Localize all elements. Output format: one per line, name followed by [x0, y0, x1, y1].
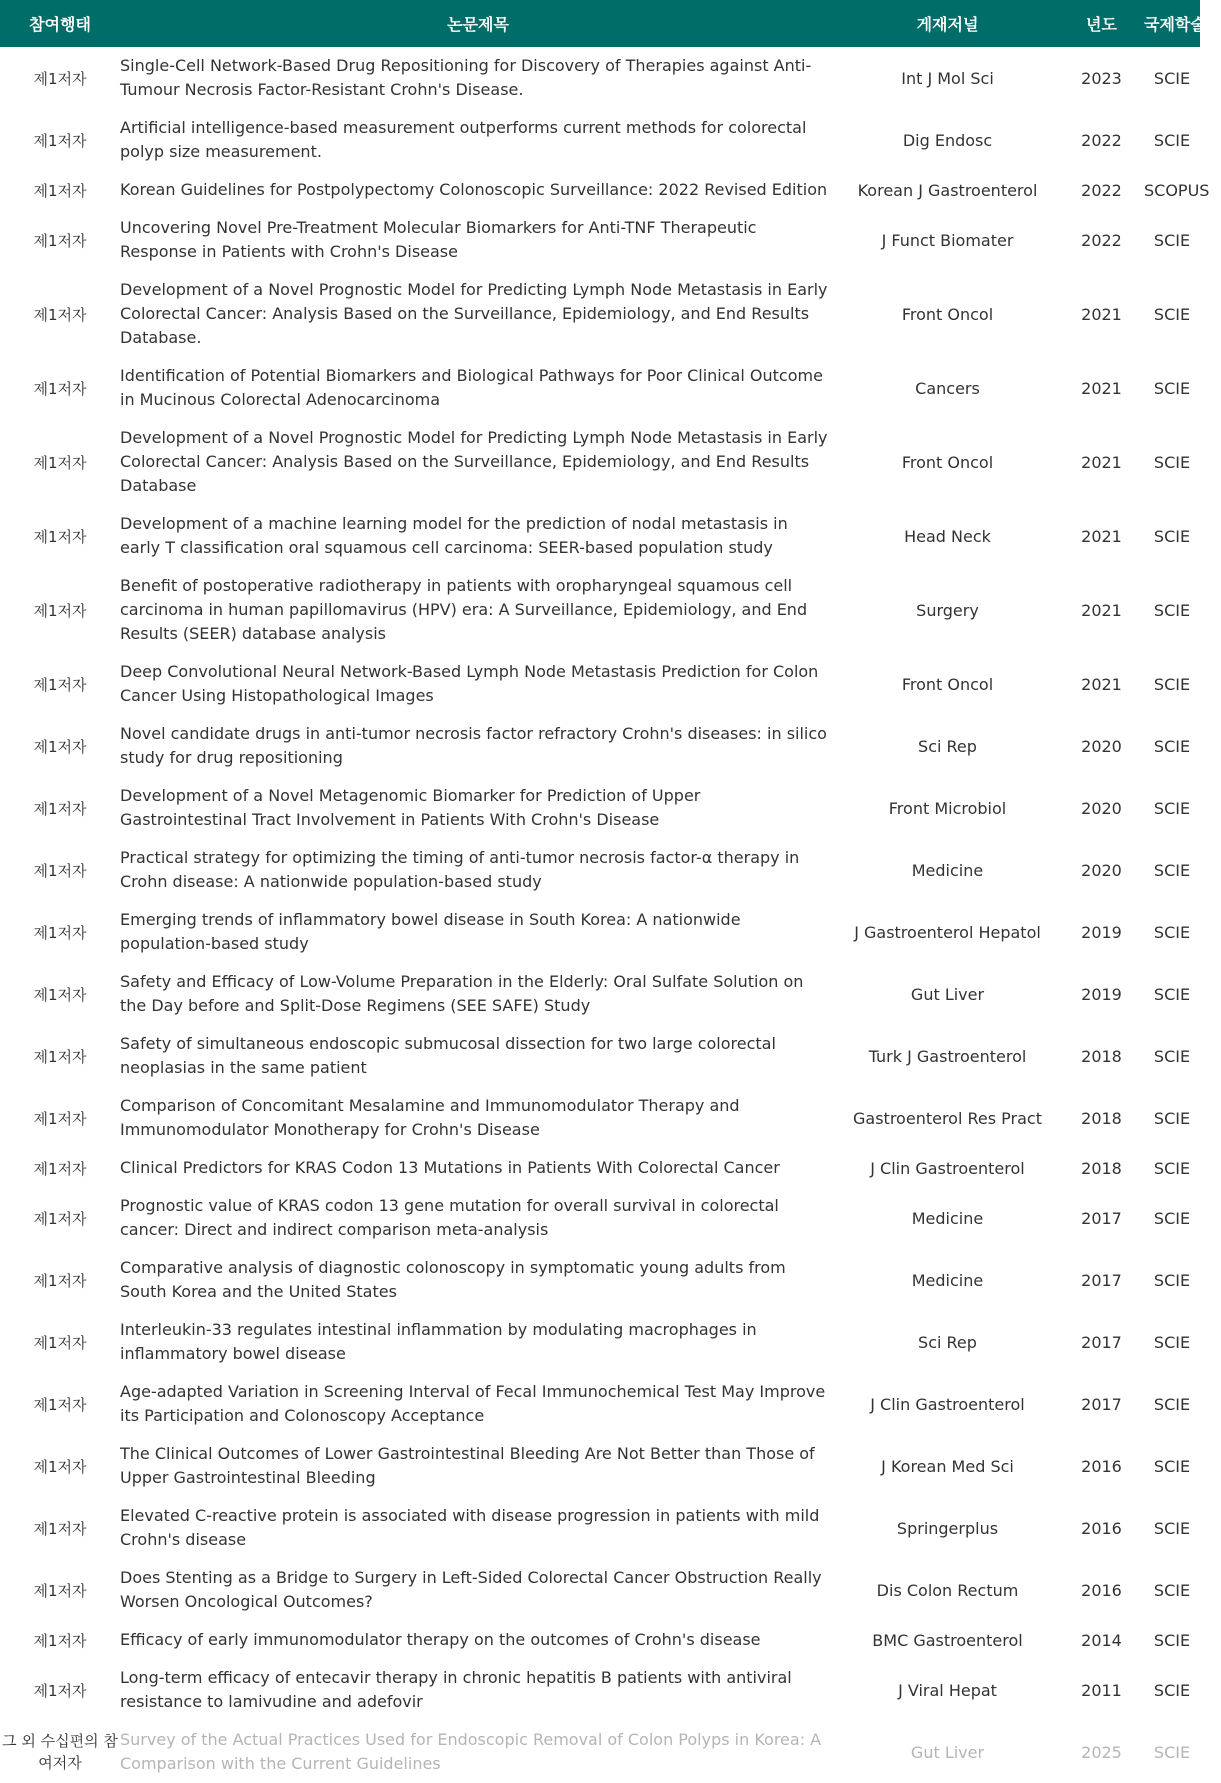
year-cell: 2021	[1081, 600, 1122, 620]
index-cell: SCIE	[1153, 674, 1191, 694]
index-cell: SCIE	[1153, 68, 1191, 88]
title-cell: Does Stenting as a Bridge to Surgery in Left-Sided Colorectal Cancer Obstruction Really Worsen Oncological Outcomes?	[120, 1568, 822, 1611]
index-cell: SCIE	[1153, 1270, 1191, 1290]
title-cell: Prognostic value of KRAS codon 13 gene mutation for overall survival in colorectal cancer: Direct and indirect comparison meta-analysis	[120, 1196, 779, 1239]
year-cell: 2022	[1081, 180, 1122, 200]
table-row-other-coauthor	[0, 1721, 1200, 1783]
index-cell: SCIE	[1153, 984, 1191, 1004]
table-row	[0, 109, 1200, 171]
journal-cell: J Gastroenterol Hepatol	[854, 922, 1041, 942]
role-cell: 제1저자	[33, 131, 87, 150]
index-cell: SCIE	[1153, 1580, 1191, 1600]
index-cell: SCIE	[1153, 1208, 1191, 1228]
table-row	[0, 1621, 1200, 1659]
role-cell: 제1저자	[33, 1631, 87, 1650]
role-cell: 제1저자	[33, 1519, 87, 1538]
table-row	[0, 47, 1200, 109]
role-cell: 제1저자	[33, 1271, 87, 1290]
role-cell: 제1저자	[33, 799, 87, 818]
year-cell: 2022	[1081, 130, 1122, 150]
role-cell: 제1저자	[33, 985, 87, 1004]
table-row	[0, 419, 1200, 505]
title-cell: Clinical Predictors for KRAS Codon 13 Mutations in Patients With Colorectal Cancer	[120, 1158, 780, 1177]
year-cell: 2021	[1081, 526, 1122, 546]
year-cell: 2018	[1081, 1158, 1122, 1178]
role-cell: 제1저자	[33, 1681, 87, 1700]
role-cell: 제1저자	[33, 379, 87, 398]
index-cell: SCIE	[1153, 1456, 1191, 1476]
journal-cell: Medicine	[911, 860, 984, 880]
journal-cell: Korean J Gastroenterol	[857, 180, 1038, 200]
role-cell: 제1저자	[33, 69, 87, 88]
index-cell: SCIE	[1153, 1332, 1191, 1352]
index-cell: SCIE	[1153, 230, 1191, 250]
role-cell: 그 외 수십편의 참여저자	[2, 1732, 118, 1772]
year-cell: 2016	[1081, 1580, 1122, 1600]
year-cell: 2014	[1081, 1630, 1122, 1650]
journal-cell: J Korean Med Sci	[881, 1456, 1014, 1476]
year-cell: 2011	[1081, 1680, 1122, 1700]
year-cell: 2025	[1081, 1742, 1122, 1762]
year-cell: 2021	[1081, 304, 1122, 324]
title-cell: Deep Convolutional Neural Network-Based Lymph Node Metastasis Prediction for Colon Cancer Using Histopathological Images	[120, 662, 819, 705]
role-cell: 제1저자	[33, 1209, 87, 1228]
journal-cell: Cancers	[915, 378, 980, 398]
year-cell: 2017	[1081, 1394, 1122, 1414]
journal-cell: J Clin Gastroenterol	[870, 1158, 1025, 1178]
journal-cell: Turk J Gastroenterol	[868, 1046, 1027, 1066]
journal-cell: Front Oncol	[901, 304, 994, 324]
table-row	[0, 1559, 1200, 1621]
role-cell: 제1저자	[33, 923, 87, 942]
index-cell: SCIE	[1153, 1046, 1191, 1066]
index-cell: SCIE	[1153, 130, 1191, 150]
index-cell: SCIE	[1153, 1518, 1191, 1538]
title-cell: Comparative analysis of diagnostic colonoscopy in symptomatic young adults from South Korea and the United States	[120, 1258, 786, 1301]
year-cell: 2018	[1081, 1046, 1122, 1066]
role-cell: 제1저자	[33, 231, 87, 250]
title-cell: Uncovering Novel Pre-Treatment Molecular Biomarkers for Anti-TNF Therapeutic Response in Patients with Crohn's Disease	[120, 218, 757, 261]
table-row	[0, 1087, 1200, 1149]
table-header	[0, 0, 1221, 47]
title-cell: Development of a Novel Prognostic Model for Predicting Lymph Node Metastasis in Early Colorectal Cancer: Analysis Based on the Surveillance, Epidemiology, and End Results Database.	[120, 280, 828, 347]
title-cell: Development of a Novel Metagenomic Biomarker for Prediction of Upper Gastrointestinal Tract Involvement in Patients With Crohn's Disease	[120, 786, 701, 829]
year-cell: 2020	[1081, 798, 1122, 818]
year-cell: 2016	[1081, 1518, 1122, 1538]
table-row	[0, 1435, 1200, 1497]
year-cell: 2019	[1081, 922, 1122, 942]
table-row	[0, 505, 1200, 567]
index-cell: SCOPUS	[1144, 180, 1210, 200]
year-cell: 2016	[1081, 1456, 1122, 1476]
index-cell: SCIE	[1153, 1680, 1191, 1700]
title-cell: Development of a machine learning model for the prediction of nodal metastasis in early T classification oral squamous cell carcinoma: SEER-based population study	[120, 514, 788, 557]
year-cell: 2020	[1081, 736, 1122, 756]
role-cell: 제1저자	[33, 675, 87, 694]
table-row	[0, 1311, 1200, 1373]
table-body	[0, 47, 1210, 1783]
title-cell: Comparison of Concomitant Mesalamine and Immunomodulator Therapy and Immunomodulator Monotherapy for Crohn's Disease	[120, 1096, 740, 1139]
title-cell: The Clinical Outcomes of Lower Gastrointestinal Bleeding Are Not Better than Those of Upper Gastrointestinal Bleeding	[120, 1444, 815, 1487]
title-cell: Survey of the Actual Practices Used for Endoscopic Removal of Colon Polyps in Korea: A Comparison with the Current Guidelines	[120, 1730, 822, 1773]
column-header-index: 국제학술지	[1144, 15, 1221, 34]
journal-cell: Int J Mol Sci	[901, 68, 994, 88]
table-row	[0, 209, 1200, 271]
index-cell: SCIE	[1153, 736, 1191, 756]
title-cell: Age-adapted Variation in Screening Interval of Fecal Immunochemical Test May Improve its Participation and Colonoscopy Acceptance	[120, 1382, 826, 1425]
index-cell: SCIE	[1153, 1630, 1191, 1650]
role-cell: 제1저자	[33, 1159, 87, 1178]
role-cell: 제1저자	[33, 1109, 87, 1128]
journal-cell: Sci Rep	[918, 736, 977, 756]
title-cell: Practical strategy for optimizing the timing of anti-tumor necrosis factor-α therapy in Crohn disease: A nationwide population-based study	[120, 848, 800, 891]
role-cell: 제1저자	[33, 453, 87, 472]
year-cell: 2020	[1081, 860, 1122, 880]
journal-cell: Sci Rep	[918, 1332, 977, 1352]
journal-cell: Front Microbiol	[888, 798, 1007, 818]
title-cell: Emerging trends of inflammatory bowel disease in South Korea: A nationwide population-based study	[120, 910, 741, 953]
title-cell: Safety of simultaneous endoscopic submucosal dissection for two large colorectal neoplasias in the same patient	[120, 1034, 776, 1077]
title-cell: Interleukin-33 regulates intestinal inflammation by modulating macrophages in inflammatory bowel disease	[120, 1320, 757, 1363]
column-header-year: 년도	[1086, 15, 1117, 34]
table-row	[0, 839, 1200, 901]
column-header-role: 참여행태	[29, 15, 91, 34]
year-cell: 2023	[1081, 68, 1122, 88]
title-cell: Identification of Potential Biomarkers and Biological Pathways for Poor Clinical Outcome in Mucinous Colorectal Adenocarcinoma	[120, 366, 823, 409]
journal-cell: Gut Liver	[910, 984, 985, 1004]
table-row	[0, 1659, 1200, 1721]
year-cell: 2021	[1081, 378, 1122, 398]
title-cell: Development of a Novel Prognostic Model for Predicting Lymph Node Metastasis in Early Colorectal Cancer: Analysis Based on the Surveillance, Epidemiology, and End Results Database	[120, 428, 828, 495]
title-cell: Single-Cell Network-Based Drug Repositioning for Discovery of Therapies against Anti-Tumour Necrosis Factor-Resistant Crohn's Disease.	[120, 56, 812, 99]
role-cell: 제1저자	[33, 1581, 87, 1600]
title-cell: Artificial intelligence-based measurement outperforms current methods for colorectal polyp size measurement.	[120, 118, 807, 161]
index-cell: SCIE	[1153, 1158, 1191, 1178]
journal-cell: BMC Gastroenterol	[872, 1630, 1023, 1650]
role-cell: 제1저자	[33, 737, 87, 756]
role-cell: 제1저자	[33, 1047, 87, 1066]
role-cell: 제1저자	[33, 527, 87, 546]
table-row	[0, 567, 1200, 653]
year-cell: 2021	[1081, 452, 1122, 472]
title-cell: Novel candidate drugs in anti-tumor necrosis factor refractory Crohn's diseases: in silico study for drug repositioning	[120, 724, 827, 767]
journal-cell: Front Oncol	[901, 674, 994, 694]
index-cell: SCIE	[1153, 600, 1191, 620]
column-header-journal: 게재저널	[916, 15, 979, 34]
index-cell: SCIE	[1153, 922, 1191, 942]
role-cell: 제1저자	[33, 861, 87, 880]
index-cell: SCIE	[1153, 452, 1191, 472]
table-row	[0, 715, 1200, 777]
table-row	[0, 171, 1210, 209]
title-cell: Efficacy of early immunomodulator therapy on the outcomes of Crohn's disease	[120, 1630, 761, 1649]
table-row	[0, 653, 1200, 715]
role-cell: 제1저자	[33, 1457, 87, 1476]
journal-cell: J Clin Gastroenterol	[870, 1394, 1025, 1414]
index-cell: SCIE	[1153, 304, 1191, 324]
year-cell: 2019	[1081, 984, 1122, 1004]
title-cell: Benefit of postoperative radiotherapy in patients with oropharyngeal squamous cell carcinoma in human papillomavirus (HPV) era: A Surveillance, Epidemiology, and End Results (SEER) database analysis	[120, 576, 808, 643]
journal-cell: Dis Colon Rectum	[876, 1580, 1019, 1600]
table-row	[0, 1249, 1200, 1311]
column-header-title: 논문제목	[447, 15, 509, 34]
year-cell: 2022	[1081, 230, 1122, 250]
journal-cell: Gut Liver	[910, 1742, 985, 1762]
journal-cell: Dig Endosc	[902, 130, 993, 150]
table-row	[0, 963, 1200, 1025]
title-cell: Elevated C-reactive protein is associated with disease progression in patients with mild Crohn's disease	[120, 1506, 820, 1549]
journal-cell: J Viral Hepat	[898, 1680, 997, 1700]
journal-cell: Surgery	[916, 600, 979, 620]
title-cell: Long-term efficacy of entecavir therapy in chronic hepatitis B patients with antiviral resistance to lamivudine and adefovir	[120, 1668, 792, 1711]
journal-cell: Front Oncol	[901, 452, 994, 472]
journal-cell: Medicine	[911, 1270, 984, 1290]
year-cell: 2018	[1081, 1108, 1122, 1128]
title-cell: Safety and Efficacy of Low-Volume Preparation in the Elderly: Oral Sulfate Solution on the Day before and Split-Dose Regimens (SEE SAFE) Study	[120, 972, 804, 1015]
index-cell: SCIE	[1153, 378, 1191, 398]
index-cell: SCIE	[1153, 798, 1191, 818]
table-row	[0, 1025, 1200, 1087]
table-row	[0, 357, 1200, 419]
table-row	[0, 1373, 1200, 1435]
role-cell: 제1저자	[33, 1395, 87, 1414]
index-cell: SCIE	[1153, 526, 1191, 546]
table-row	[0, 777, 1200, 839]
role-cell: 제1저자	[33, 305, 87, 324]
title-cell: Korean Guidelines for Postpolypectomy Colonoscopic Surveillance: 2022 Revised Edition	[120, 180, 828, 199]
journal-cell: J Funct Biomater	[881, 230, 1014, 250]
index-cell: SCIE	[1153, 1394, 1191, 1414]
journal-cell: Head Neck	[904, 526, 991, 546]
role-cell: 제1저자	[33, 1333, 87, 1352]
journal-cell: Springerplus	[896, 1518, 999, 1538]
index-cell: SCIE	[1153, 1742, 1191, 1762]
role-cell: 제1저자	[33, 601, 87, 620]
table-row	[0, 271, 1200, 357]
year-cell: 2017	[1081, 1270, 1122, 1290]
index-cell: SCIE	[1153, 860, 1191, 880]
table-row	[0, 901, 1200, 963]
year-cell: 2021	[1081, 674, 1122, 694]
table-row	[0, 1149, 1200, 1187]
index-cell: SCIE	[1153, 1108, 1191, 1128]
table-row	[0, 1187, 1200, 1249]
role-cell: 제1저자	[33, 181, 87, 200]
year-cell: 2017	[1081, 1208, 1122, 1228]
journal-cell: Gastroenterol Res Pract	[853, 1108, 1042, 1128]
journal-cell: Medicine	[911, 1208, 984, 1228]
year-cell: 2017	[1081, 1332, 1122, 1352]
table-row	[0, 1497, 1200, 1559]
